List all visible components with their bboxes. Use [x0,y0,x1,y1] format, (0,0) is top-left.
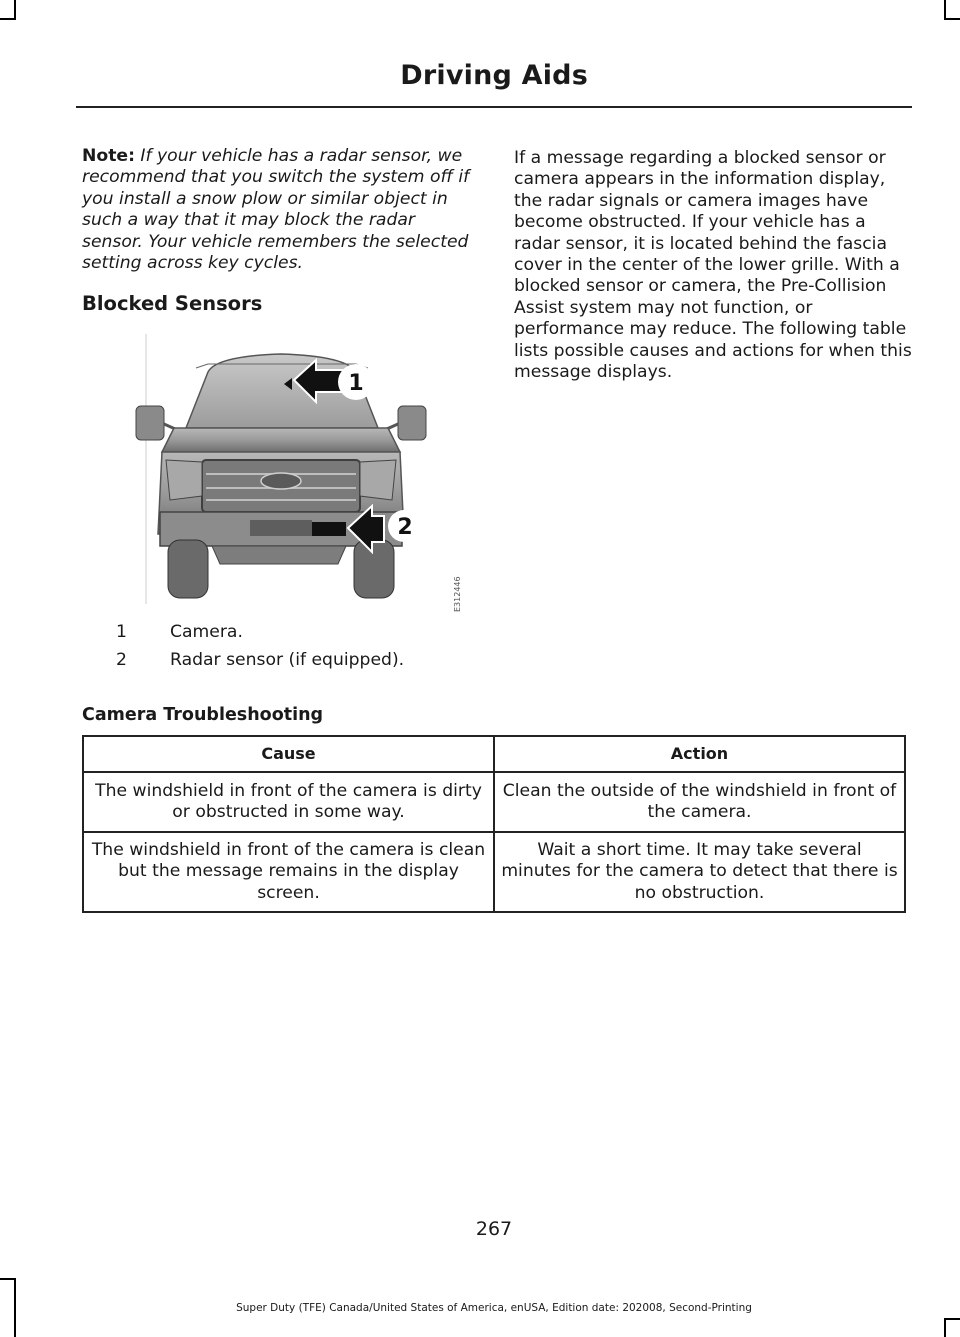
legend-text: Radar sensor (if equipped). [170,650,405,670]
callout-2: 2 [397,515,413,540]
header-divider [76,106,912,108]
page-number: 267 [475,1218,513,1240]
callout-1: 1 [348,371,364,396]
page-title: Driving Aids [400,60,588,91]
legend-text: Camera. [170,622,243,642]
figure-legend [116,622,486,678]
legend-number: 2 [116,650,127,670]
figure-code-text: E312446 [453,576,462,612]
crop-mark [944,0,946,20]
cause-cell: The windshield in front of the camera is clean but the message remains in the display screen. [83,832,494,912]
crop-mark [0,1278,16,1280]
legend-number: 1 [116,622,127,642]
cause-cell: The windshield in front of the camera is dirty or obstructed in some way. [83,772,494,832]
camera-troubleshooting-heading: Camera Troubleshooting [82,705,324,725]
note-label: Note: [82,146,135,166]
action-cell: Wait a short time. It may take several minutes for the camera to detect that there is no obstruction. [494,832,905,912]
blocked-sensor-paragraph: If a message regarding a blocked sensor or camera appears in the information display, the radar signals or camera images have become obstructed. If your vehicle has a radar sensor, it is located behind the fascia cover in the center of the lower grille. With a blocked sensor or camera, the Pre-Collision Assist system may not function, or performance may reduce. The following table lists possible causes and actions for when this message displays. [514,148,912,383]
blocked-sensors-heading: Blocked Sensors [82,292,263,315]
crop-mark [0,18,16,20]
legend-item [116,622,486,650]
figure-code [452,336,462,612]
troubleshooting-table [82,735,906,913]
column-header-action: Action [494,736,905,772]
crop-mark [944,18,960,20]
truck-sensor-illustration [116,328,446,610]
table-header-row [83,736,905,772]
crop-mark [944,1318,960,1320]
legend-item [116,650,486,678]
crop-mark [944,1318,946,1337]
page-footer: Super Duty (TFE) Canada/United States of America, enUSA, Edition date: 202008, Second-Printing [236,1302,752,1314]
note-text: If your vehicle has a radar sensor, we recommend that you switch the system off if you install a snow plow or similar object in such a way that it may block the radar sensor. Your vehicle remembers the selected setting across key cycles. [82,146,470,274]
crop-mark [14,0,16,20]
table-row [83,832,905,912]
table-row [83,772,905,832]
action-cell: Clean the outside of the windshield in front of the camera. [494,772,905,832]
note-block [82,146,480,274]
column-header-cause: Cause [83,736,494,772]
